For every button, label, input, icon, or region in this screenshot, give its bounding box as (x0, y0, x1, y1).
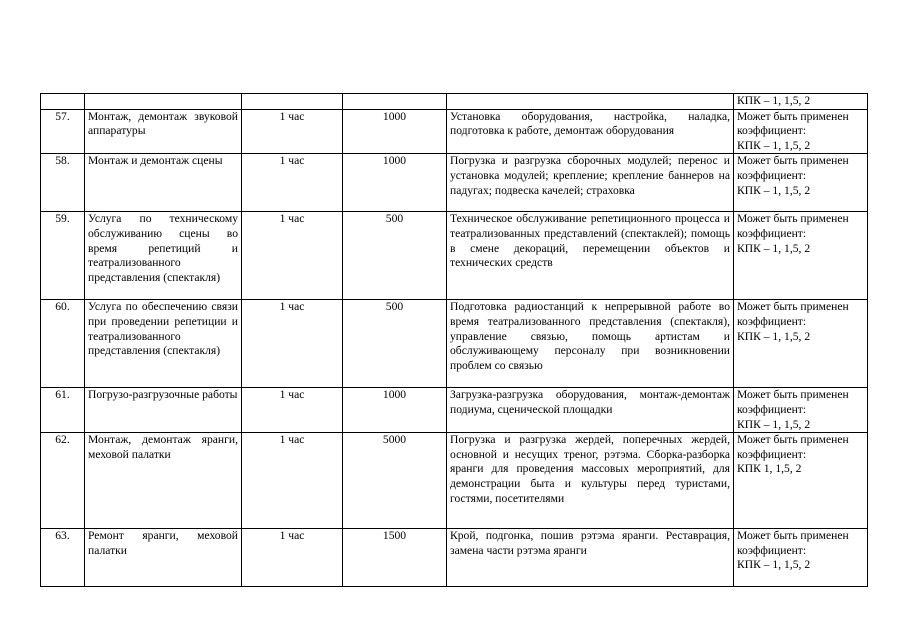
service-name: Монтаж, демонтаж звуковой аппаратуры (85, 109, 242, 154)
note-line-2: коэффициент: (737, 168, 807, 182)
carry-over-cell-desc (447, 94, 734, 110)
note-line-3: КПК – 1, 1,5, 2 (737, 558, 811, 572)
coefficient-note (734, 529, 868, 587)
price: 500 (343, 212, 447, 300)
carry-over-cell-num (41, 94, 85, 110)
price: 1000 (343, 388, 447, 433)
price: 5000 (343, 433, 447, 529)
price: 1000 (343, 109, 447, 154)
unit: 1 час (242, 154, 343, 212)
note-line-3: КПК – 1, 1,5, 2 (737, 241, 811, 255)
table-row (41, 300, 868, 388)
unit: 1 час (242, 433, 343, 529)
unit: 1 час (242, 529, 343, 587)
note-line-2: коэффициент: (737, 226, 807, 240)
carry-over-row (41, 94, 868, 110)
note-line-1: Может быть применен (737, 154, 849, 168)
note-line-1: Может быть применен (737, 300, 849, 314)
service-name: Ремонт яранги, меховой палатки (85, 529, 242, 587)
note-line-3: КПК – 1, 1,5, 2 (737, 138, 811, 152)
note-line-3: КПК – 1, 1,5, 2 (737, 417, 811, 431)
note-line-1: Может быть применен (737, 529, 849, 543)
row-number: 63. (41, 529, 85, 587)
price: 1500 (343, 529, 447, 587)
table-row (41, 433, 868, 529)
services-table (40, 93, 868, 587)
note-line-1: Может быть применен (737, 109, 849, 123)
table-row (41, 212, 868, 300)
note-line-2: коэффициент: (737, 314, 807, 328)
note-line-2: коэффициент: (737, 402, 807, 416)
row-number: 61. (41, 388, 85, 433)
row-number: 59. (41, 212, 85, 300)
service-name: Монтаж и демонтаж сцены (85, 154, 242, 212)
note-line-1: Может быть применен (737, 433, 849, 447)
note-line-1: Может быть применен (737, 212, 849, 226)
row-number: 62. (41, 433, 85, 529)
carry-over-cell-name (85, 94, 242, 110)
service-name: Монтаж, демонтаж яранги, меховой палатки (85, 433, 242, 529)
table-row (41, 529, 868, 587)
unit: 1 час (242, 388, 343, 433)
service-name: Услуга по техническому обслуживанию сцены во время репетиций и театрализованного представления (спектакля) (85, 212, 242, 300)
note-line-2: коэффициент: (737, 124, 807, 138)
note-line-2: коэффициент: (737, 543, 807, 557)
price: 1000 (343, 154, 447, 212)
coefficient-note (734, 212, 868, 300)
coefficient-note (734, 300, 868, 388)
work-description: Погрузка и разгрузка жердей, поперечных жердей, основной и несущих треног, рэтэма. Сборка-разборка яранги для проведения массовых мероприятий, для демонстрации быта и культуры перед туристами, гостями, посетителями (447, 433, 734, 529)
note-line-2: коэффициент: (737, 447, 807, 461)
note-line-3: КПК – 1, 1,5, 2 (737, 183, 811, 197)
carry-over-coef: КПК – 1, 1,5, 2 (734, 94, 868, 110)
service-name: Услуга по обеспечению связи при проведении репетиции и театрализованного представления (спектакля) (85, 300, 242, 388)
unit: 1 час (242, 300, 343, 388)
work-description: Загрузка-разгрузка оборудования, монтаж-демонтаж подиума, сценической площадки (447, 388, 734, 433)
table-row (41, 388, 868, 433)
carry-over-cell-unit (242, 94, 343, 110)
coefficient-note (734, 109, 868, 154)
table-row (41, 109, 868, 154)
price: 500 (343, 300, 447, 388)
row-number: 58. (41, 154, 85, 212)
work-description: Погрузка и разгрузка сборочных модулей; перенос и установка модулей; крепление; крепление баннеров на падугах; подвеска качелей; страховка (447, 154, 734, 212)
work-description: Подготовка радиостанций к непрерывной работе во время театрализованного представления (спектакля), управление связью, помощь артистам и обслуживающему персоналу при возникновении проблем со связью (447, 300, 734, 388)
work-description: Установка оборудования, настройка, наладка, подготовка к работе, демонтаж оборудования (447, 109, 734, 154)
table-row (41, 154, 868, 212)
services-table-body (41, 94, 868, 587)
tariff-document (40, 93, 868, 587)
coefficient-note (734, 433, 868, 529)
unit: 1 час (242, 109, 343, 154)
carry-over-cell-price (343, 94, 447, 110)
unit: 1 час (242, 212, 343, 300)
row-number: 57. (41, 109, 85, 154)
service-name: Погрузо-разгрузочные работы (85, 388, 242, 433)
row-number: 60. (41, 300, 85, 388)
coefficient-note (734, 388, 868, 433)
note-line-3: КПК 1, 1,5, 2 (737, 462, 802, 476)
coefficient-note (734, 154, 868, 212)
note-line-1: Может быть применен (737, 388, 849, 402)
work-description: Техническое обслуживание репетиционного процесса и театрализованных представлений (спектаклей); помощь в смене декораций, перемещении объектов и технических средств (447, 212, 734, 300)
note-line-3: КПК – 1, 1,5, 2 (737, 329, 811, 343)
work-description: Крой, подгонка, пошив рэтэма яранги. Реставрация, замена части рэтэма яранги (447, 529, 734, 587)
